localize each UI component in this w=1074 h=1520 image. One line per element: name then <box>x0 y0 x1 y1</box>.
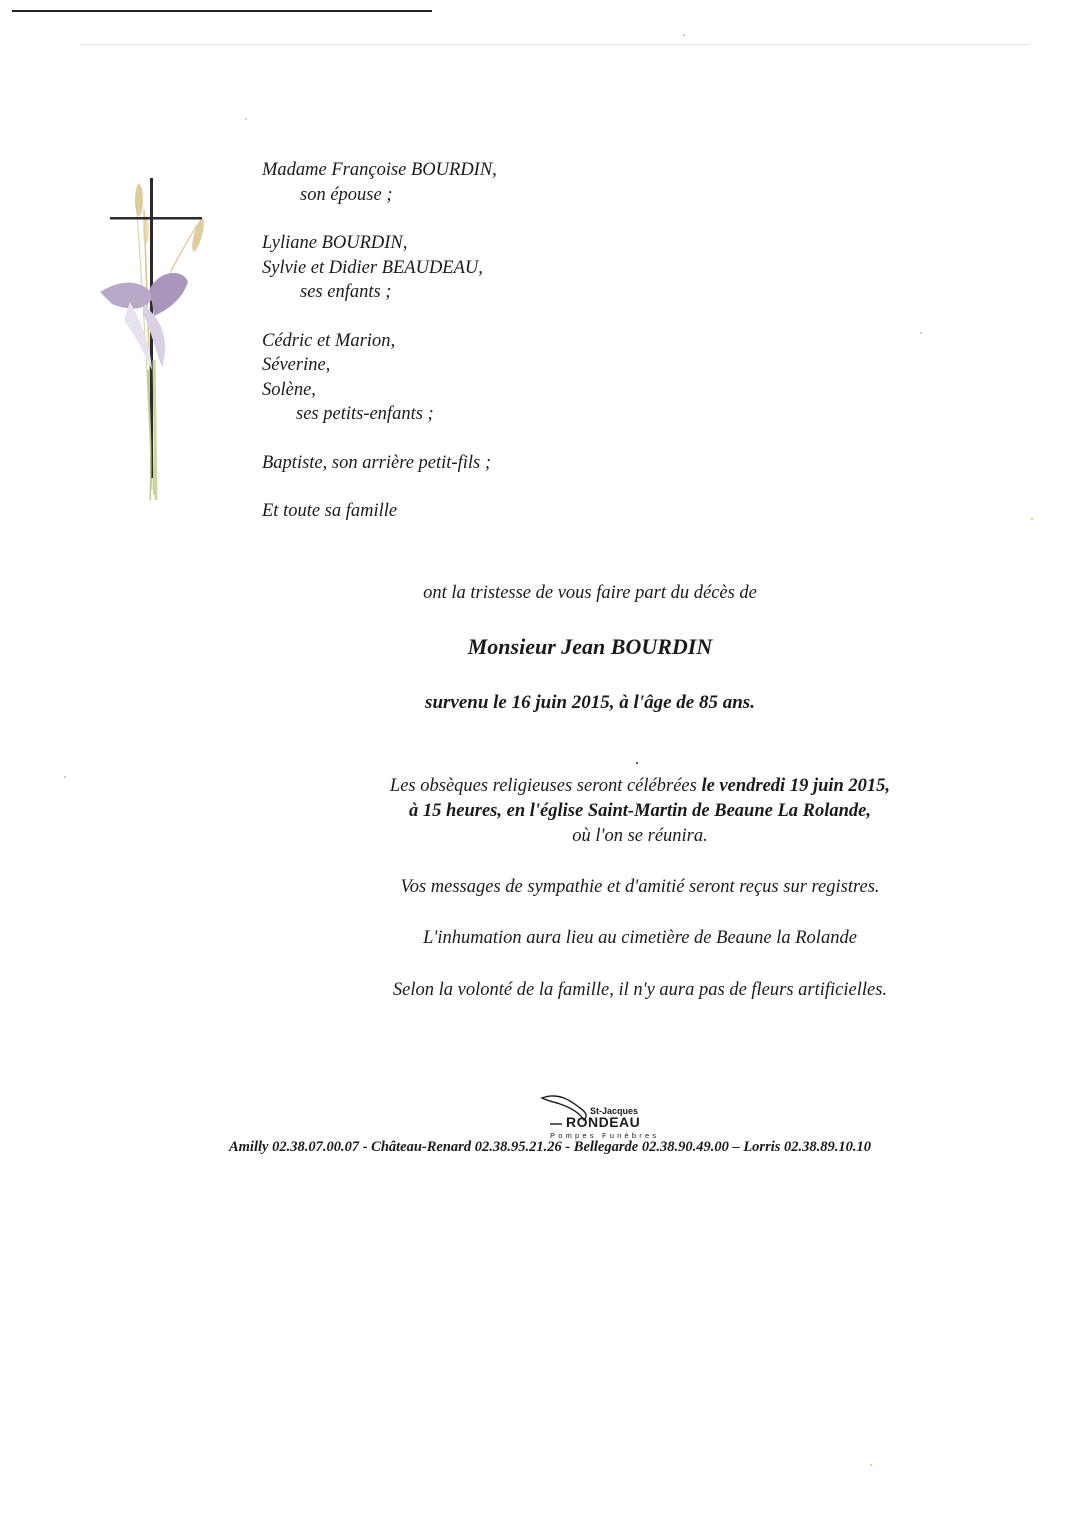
condolence-messages: Vos messages de sympathie et d'amitié seront reçus sur registres. <box>400 877 880 897</box>
logo-main-text: RONDEAU <box>566 1114 641 1130</box>
grandchild-name: Cédric et Marion, <box>262 330 396 351</box>
spouse-name: Madame Françoise BOURDIN, <box>262 160 497 180</box>
flowers-notice: Selon la volonté de la famille, il n'y aura pas de fleurs artificielles. <box>392 980 888 1000</box>
children-role: ses enfants ; <box>300 282 392 302</box>
ceremony-place: à 15 heures, en l'église Saint-Martin de Beaune La Rolande, <box>408 801 872 821</box>
child-name: Sylvie et Didier BEAUDEAU, <box>262 257 483 278</box>
announcement-text: ont la tristesse de vous faire part du décès de <box>423 583 757 603</box>
great-grandchild: Baptiste, son arrière petit-fils ; <box>262 452 492 473</box>
grandchild-name: Séverine, <box>262 355 331 375</box>
ceremony-intro: Les obsèques religieuses seront célébrées <box>389 776 702 796</box>
whole-family: Et toute sa famille <box>262 501 398 521</box>
scan-border-line <box>12 10 432 12</box>
funeral-home-contacts: Amilly 02.38.07.00.07 - Château-Renard 02.38.95.21.26 - Bellegarde 02.38.90.49.00 – Lorris 02.38.89.10.10 <box>228 1139 872 1155</box>
deceased-name: Monsieur Jean BOURDIN <box>467 634 713 659</box>
ceremony-gathering: où l'on se réunira. <box>572 826 708 846</box>
scan-speck <box>636 762 638 764</box>
scan-speck <box>64 776 66 778</box>
burial-info: L'inhumation aura lieu au cimetière de Beaune la Rolande <box>423 928 857 948</box>
scan-speck <box>1031 518 1033 520</box>
scan-speck <box>683 34 685 36</box>
ceremony-details <box>320 774 960 849</box>
child-name: Lyliane BOURDIN, <box>262 233 408 253</box>
scan-speck <box>920 332 922 334</box>
death-info: survenu le 16 juin 2015, à l'âge de 85 ans. <box>425 692 755 713</box>
grandchildren-role: ses petits-enfants ; <box>296 404 434 424</box>
logo-small-text: St-Jacques <box>590 1106 639 1116</box>
scan-speck <box>870 1464 872 1466</box>
cross-with-calla-lily-and-wheat-icon <box>92 170 222 510</box>
family-members-list <box>262 158 782 524</box>
ceremony-date: le vendredi 19 juin 2015, <box>701 776 891 796</box>
scan-speck <box>245 118 247 120</box>
spouse-role: son épouse ; <box>300 184 393 205</box>
scan-faint-line <box>80 44 1030 45</box>
grandchild-name: Solène, <box>262 379 316 400</box>
logo-sub-text: Pompes Funèbres <box>550 1131 660 1140</box>
